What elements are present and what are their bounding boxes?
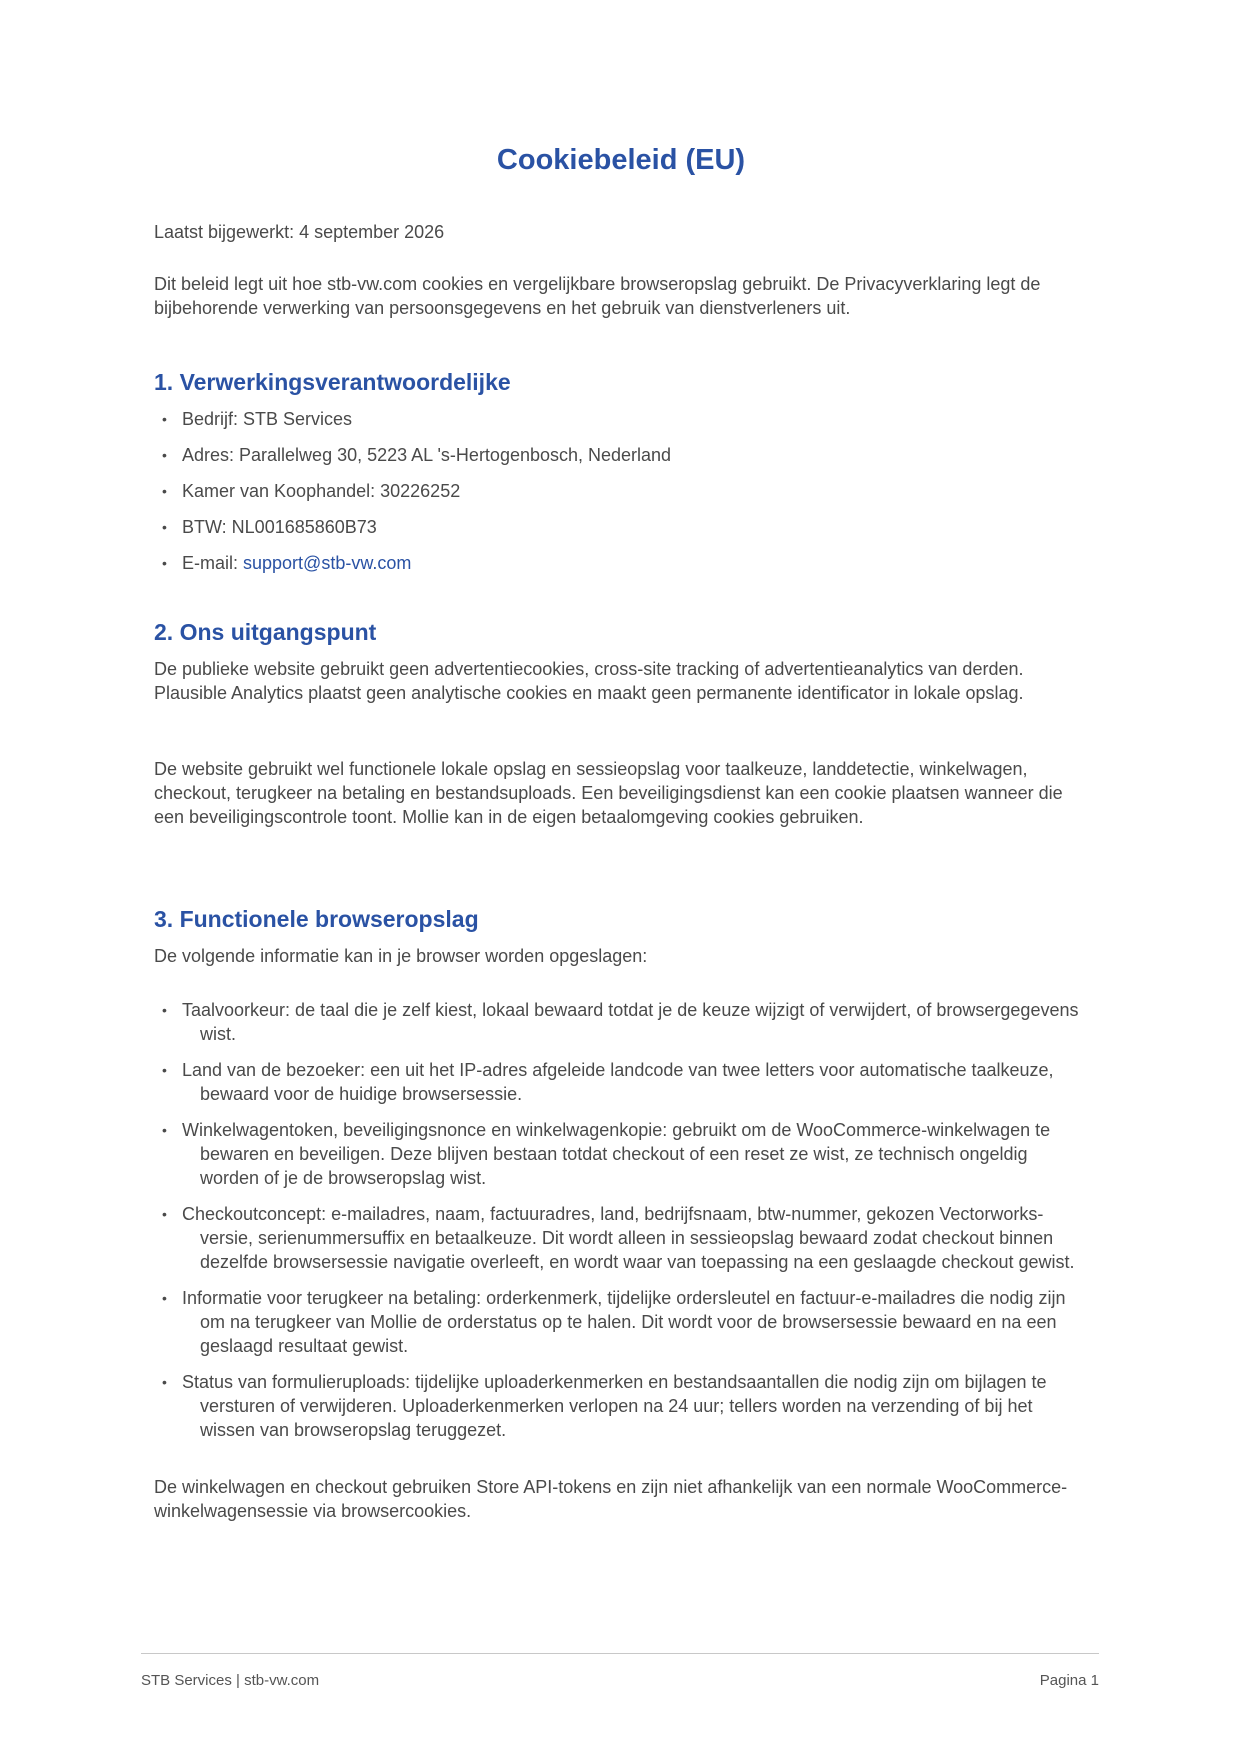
list-item: • BTW: NL001685860B73	[162, 517, 377, 537]
list-item: • Winkelwagentoken, beveiligingsnonce en winkelwagenkopie: gebruikt om de WooCommerce-winkelwagen te bewaren en beveiligen. Deze blijven bestaan totdat checkout of een reset ze wist, ze technisch ongeldig worden of je de browseropslag wist.	[162, 1120, 1051, 1188]
page-title: Cookiebeleid (EU)	[496, 144, 746, 176]
intro-paragraph: Dit beleid legt uit hoe stb-vw.com cookies en vergelijkbare browseropslag gebruikt. De Privacyverklaring legt de bijbehorende verwerking van persoonsgegevens en het gebruik van dienstverleners uit.	[154, 274, 1041, 318]
section3-heading: 3. Functionele browseropslag	[154, 906, 479, 932]
section1-heading: 1. Verwerkingsverantwoordelijke	[154, 369, 511, 395]
section2-paragraph-1: De publieke website gebruikt geen advertentiecookies, cross-site tracking of advertentieanalytics van derden. Plausible Analytics plaatst geen analytische cookies en maakt geen permanente identificator in lokale opslag.	[154, 659, 1024, 703]
list-item: • Checkoutconcept: e-mailadres, naam, factuuradres, land, bedrijfsnaam, btw-nummer, gekozen Vectorworks-versie, serienummersuffix en betaalkeuze. Dit wordt alleen in sessieopslag bewaard zodat checkout binnen dezelfde browsersessie navigatie overleeft, en wordt waar van toepassing na een geslaagde checkout gewist.	[162, 1204, 1075, 1272]
last-updated: Laatst bijgewerkt: 4 september 2026	[154, 222, 445, 242]
list-item: • Bedrijf: STB Services	[162, 409, 353, 429]
list-item: • Taalvoorkeur: de taal die je zelf kiest, lokaal bewaard totdat je de keuze wijzigt of verwijdert, of browsergegevens wist.	[162, 1000, 1079, 1044]
footer-site: STB Services | stb-vw.com	[141, 1672, 320, 1689]
list-item: • Kamer van Koophandel: 30226252	[162, 481, 461, 501]
list-item: • Land van de bezoeker: een uit het IP-adres afgeleide landcode van twee letters voor automatische taalkeuze, bewaard voor de huidige browsersessie.	[162, 1060, 1054, 1104]
footer-page-number: Pagina 1	[1039, 1672, 1099, 1689]
section3-closing: De winkelwagen en checkout gebruiken Store API-tokens en zijn niet afhankelijk van een normale WooCommerce-winkelwagensessie via browsercookies.	[154, 1477, 1068, 1521]
section2-paragraph-2: De website gebruikt wel functionele lokale opslag en sessieopslag voor taalkeuze, landdetectie, winkelwagen, checkout, terugkeer na betaling en bestandsuploads. Een beveiligingsdienst kan een cookie plaatsen wanneer die een beveiligingscontrole toont. Mollie kan in de eigen betaalomgeving cookies gebruiken.	[154, 759, 1063, 827]
email-link[interactable]: support@stb-vw.com	[243, 553, 412, 573]
footer-divider	[141, 1653, 1099, 1654]
section3-lead: De volgende informatie kan in je browser worden opgeslagen:	[154, 946, 648, 966]
storage-list	[154, 998, 1088, 1442]
section2-heading: 2. Ons uitgangspunt	[154, 619, 377, 645]
list-item: • Informatie voor terugkeer na betaling: orderkenmerk, tijdelijke ordersleutel en factuur-e-mailadres die nodig zijn om na terugkeer van Mollie de orderstatus op te halen. Dit wordt voor de browsersessie bewaard en na een geslaagd resultaat gewist.	[162, 1288, 1066, 1356]
list-item: • Adres: Parallelweg 30, 5223 AL 's-Hertogenbosch, Nederland	[162, 445, 672, 465]
list-item-email: • E-mail: support@stb-vw.com	[162, 553, 412, 573]
list-item: • Status van formulieruploads: tijdelijke uploaderkenmerken en bestandsaantallen die nodig zijn om bijlagen te versturen of verwijderen. Uploaderkenmerken verlopen na 24 uur; tellers worden na verzending of bij het wissen van browseropslag teruggezet.	[162, 1372, 1047, 1440]
controller-list	[154, 407, 1088, 575]
